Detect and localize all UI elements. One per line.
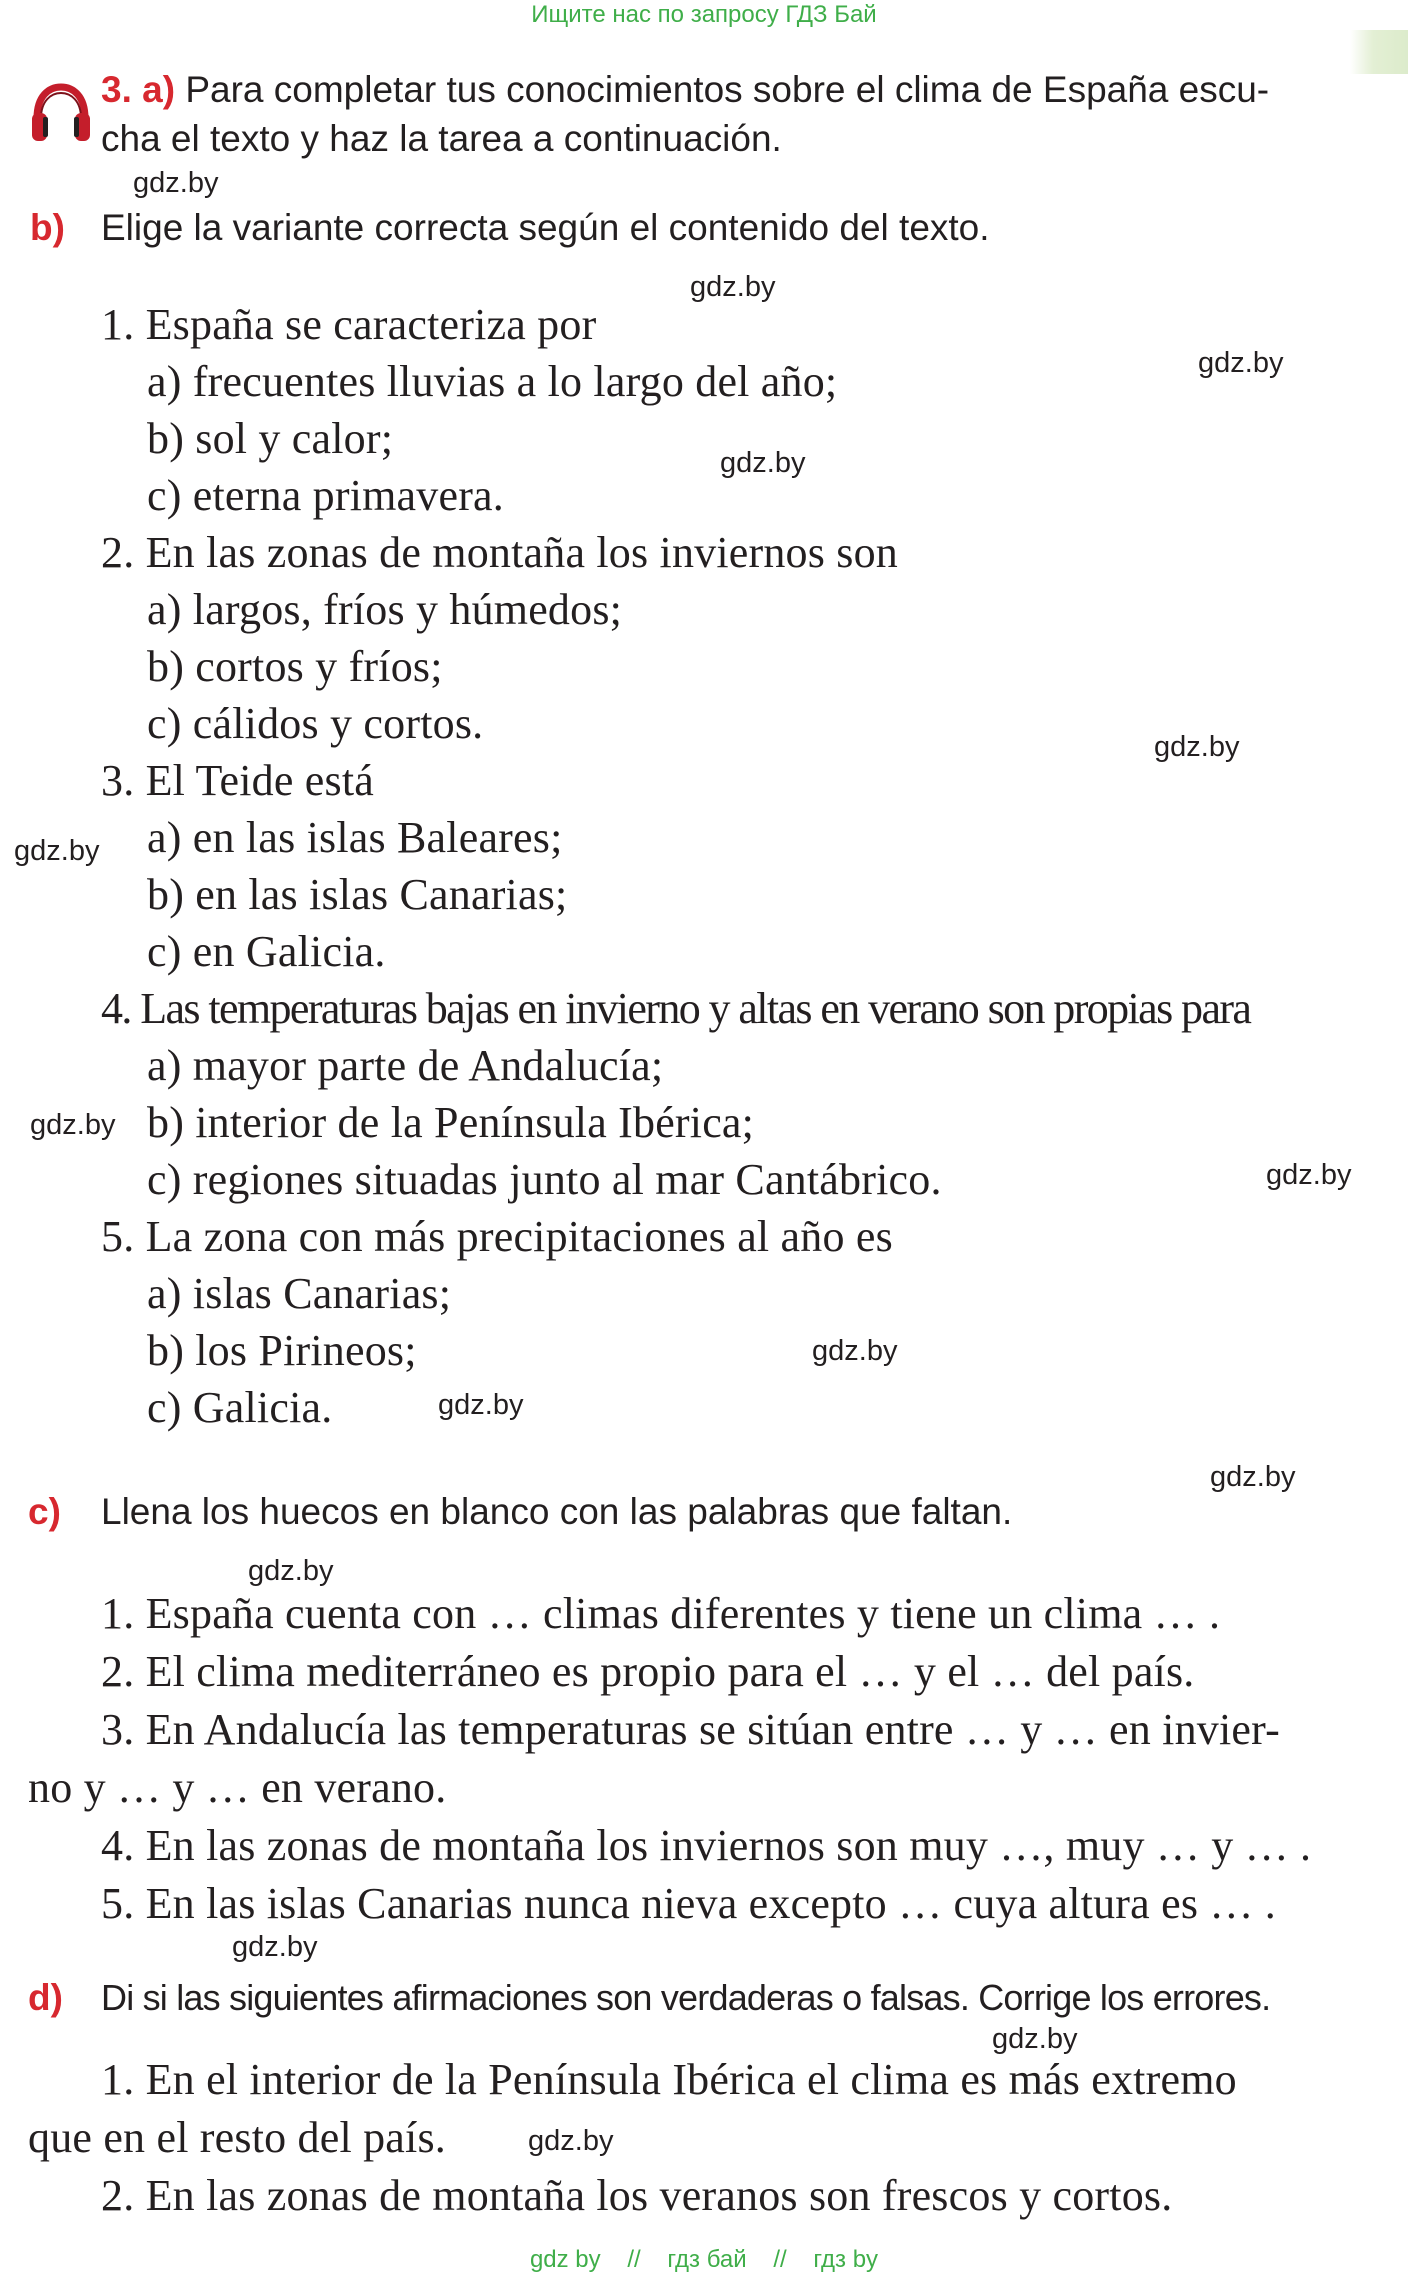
watermark: gdz.by <box>232 1931 318 1963</box>
watermark: gdz.by <box>690 271 776 303</box>
option-1b: b) sol y calor; <box>147 414 394 463</box>
option-1c: c) eterna primavera. <box>147 471 504 520</box>
footer-separator: // <box>627 2246 641 2273</box>
question-5: 5. La zona con más precipitaciones al año es <box>101 1212 893 1261</box>
question-3: 3. El Teide está <box>101 756 375 805</box>
watermark: gdz.by <box>438 1389 524 1421</box>
footer-link-gdz-by-cyr[interactable]: гдз by <box>813 2246 879 2273</box>
fill-in-2: 2. El clima mediterráneo es propio para el … y el … del país. <box>101 1647 1195 1696</box>
option-1a: a) frecuentes lluvias a lo largo del año; <box>147 357 838 406</box>
part-c-instruction: Llena los huecos en blanco con las palabras que faltan. <box>101 1491 1013 1532</box>
part-b-label: b) <box>30 207 65 248</box>
fill-in-4: 4. En las zonas de montaña los inviernos son muy …, muy … y … . <box>101 1821 1312 1870</box>
part-c-label: c) <box>28 1491 61 1532</box>
watermark: gdz.by <box>992 2023 1078 2055</box>
watermark: gdz.by <box>528 2125 614 2157</box>
option-3c: c) en Galicia. <box>147 927 386 976</box>
exercise-heading-line1 <box>101 66 1269 114</box>
question-4: 4. Las temperaturas bajas en invierno y altas en verano son propias para <box>101 984 1251 1033</box>
footer-link-gdz-bai[interactable]: гдз бай <box>667 2246 747 2273</box>
option-5c: c) Galicia. <box>147 1383 333 1432</box>
fill-in-3-continued: no y … y … en verano. <box>28 1763 447 1812</box>
option-4c: c) regiones situadas junto al mar Cantábrico. <box>147 1155 942 1204</box>
option-2b: b) cortos y fríos; <box>147 642 443 691</box>
option-4b: b) interior de la Península Ibérica; <box>147 1098 755 1147</box>
part-b-instruction: Elige la variante correcta según el contenido del texto. <box>101 207 990 248</box>
watermark: gdz.by <box>1154 731 1240 763</box>
watermark: gdz.by <box>1266 1159 1352 1191</box>
watermark: gdz.by <box>812 1335 898 1367</box>
footer-link-gdz-by[interactable]: gdz by <box>529 2246 601 2273</box>
watermark: gdz.by <box>720 447 806 479</box>
top-banner[interactable]: Ищите нас по запросу ГДЗ Бай <box>531 1 877 28</box>
statement-1-continued: que en el resto del país. <box>28 2113 446 2162</box>
statement-1: 1. En el interior de la Península Ibérica el clima es más extremo <box>101 2055 1237 2104</box>
part-a-text-line1: Para completar tus conocimientos sobre el clima de España escu- <box>185 69 1270 110</box>
fill-in-3: 3. En Andalucía las temperaturas se sitúan entre … y … en invier- <box>101 1705 1280 1754</box>
part-a-text-line2: cha el texto y haz la tarea a continuación. <box>101 118 782 159</box>
statement-2: 2. En las zonas de montaña los veranos son frescos y cortos. <box>101 2171 1173 2220</box>
page-corner-tab <box>1350 30 1408 74</box>
option-4a: a) mayor parte de Andalucía; <box>147 1041 664 1090</box>
option-5a: a) islas Canarias; <box>147 1269 452 1318</box>
watermark: gdz.by <box>14 835 100 867</box>
option-2a: a) largos, fríos y húmedos; <box>147 585 623 634</box>
watermark: gdz.by <box>1198 347 1284 379</box>
question-1: 1. España se caracteriza por <box>101 300 597 349</box>
question-2: 2. En las zonas de montaña los inviernos son <box>101 528 898 577</box>
fill-in-1: 1. España cuenta con … climas diferentes y tiene un clima … . <box>101 1589 1221 1638</box>
watermark: gdz.by <box>133 167 219 199</box>
option-3b: b) en las islas Canarias; <box>147 870 568 919</box>
option-3a: a) en las islas Baleares; <box>147 813 563 862</box>
exercise-number: 3. <box>101 69 132 110</box>
footer-links <box>0 2246 1408 2274</box>
watermark: gdz.by <box>1210 1461 1296 1493</box>
fill-in-5: 5. En las islas Canarias nunca nieva excepto … cuya altura es … . <box>101 1879 1276 1928</box>
part-d-instruction: Di si las siguientes afirmaciones son verdaderas o falsas. Corrige los errores. <box>101 1977 1271 2018</box>
part-a-label: a) <box>142 69 176 110</box>
part-d-label: d) <box>28 1977 63 2018</box>
headphones-icon <box>28 80 94 146</box>
watermark: gdz.by <box>248 1555 334 1587</box>
watermark: gdz.by <box>30 1109 116 1141</box>
option-5b: b) los Pirineos; <box>147 1326 417 1375</box>
option-2c: c) cálidos y cortos. <box>147 699 484 748</box>
footer-separator: // <box>773 2246 787 2273</box>
